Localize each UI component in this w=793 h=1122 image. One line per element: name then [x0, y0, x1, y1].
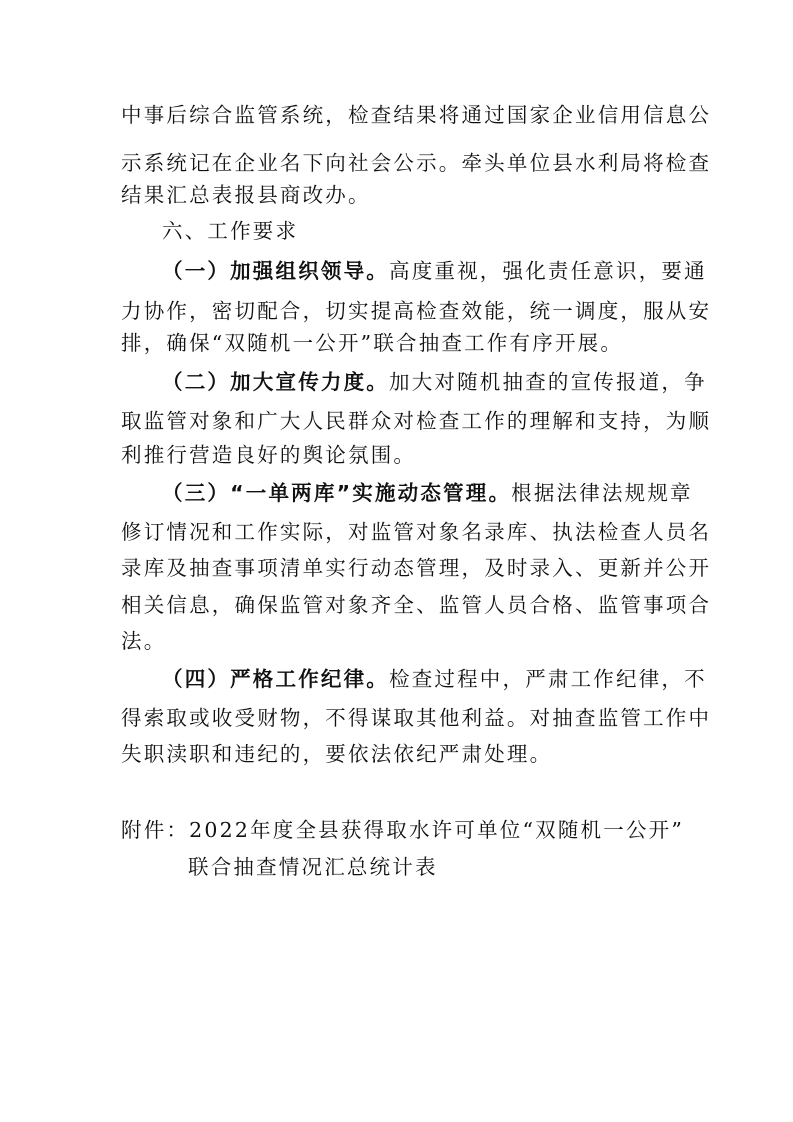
item1-line-1	[162, 256, 707, 286]
item2-heading: （二）加大宣传力度。	[162, 370, 389, 394]
attachment-line-2: 联合抽查情况汇总统计表	[188, 855, 438, 879]
item3-line-4: 相关信息，确保监管对象齐全、监管人员合格、监管事项合	[121, 593, 712, 617]
intro-paragraph-line-3: 结果汇总表报县商改办。	[121, 183, 371, 207]
attachment-line-1: 附件：2022年度全县获得取水许可单位“双随机一公开”	[121, 818, 685, 842]
section-heading: 六、工作要求	[162, 219, 299, 243]
intro-paragraph-line-2: 示系统记在企业名下向社会公示。牵头单位县水利局将检查	[121, 151, 712, 175]
item1-line-2: 力协作，密切配合，切实提高检查效能，统一调度，服从安	[121, 299, 712, 323]
item4-line-2: 得索取或收受财物，不得谋取其他利益。对抽查监管工作中	[121, 706, 712, 730]
item3-line-1	[162, 478, 693, 508]
item2-line-3: 利推行营造良好的舆论氛围。	[121, 443, 417, 467]
item1-line-1-rest: 高度重视，强化责任意识，要通	[389, 259, 707, 283]
item4-line-1-rest: 检查过程中，严肃工作纪律，不	[389, 667, 707, 691]
item1-heading: （一）加强组织领导。	[162, 259, 389, 283]
item2-line-1-rest: 加大对随机抽查的宣传报道，争	[389, 370, 707, 394]
item3-line-5: 法。	[121, 629, 167, 653]
item2-line-2: 取监管对象和广大人民群众对检查工作的理解和支持，为顺	[121, 409, 712, 433]
intro-paragraph-line-1: 中事后综合监管系统，检查结果将通过国家企业信用信息公	[121, 103, 712, 127]
item3-line-1-rest: 根据法律法规规章	[511, 481, 693, 505]
item1-line-3: 排，确保“双随机一公开”联合抽查工作有序开展。	[121, 331, 624, 355]
item3-line-2: 修订情况和工作实际，对监管对象名录库、执法检查人员名	[121, 520, 712, 544]
item3-line-3: 录库及抽查事项清单实行动态管理，及时录入、更新并公开	[121, 556, 712, 580]
item4-heading: （四）严格工作纪律。	[162, 667, 389, 691]
item4-line-1	[162, 664, 707, 694]
item2-line-1	[162, 367, 707, 397]
item4-line-3: 失职渎职和违纪的，要依法依纪严肃处理。	[121, 742, 553, 766]
item3-heading: （三）“一单两库”实施动态管理。	[162, 481, 512, 505]
